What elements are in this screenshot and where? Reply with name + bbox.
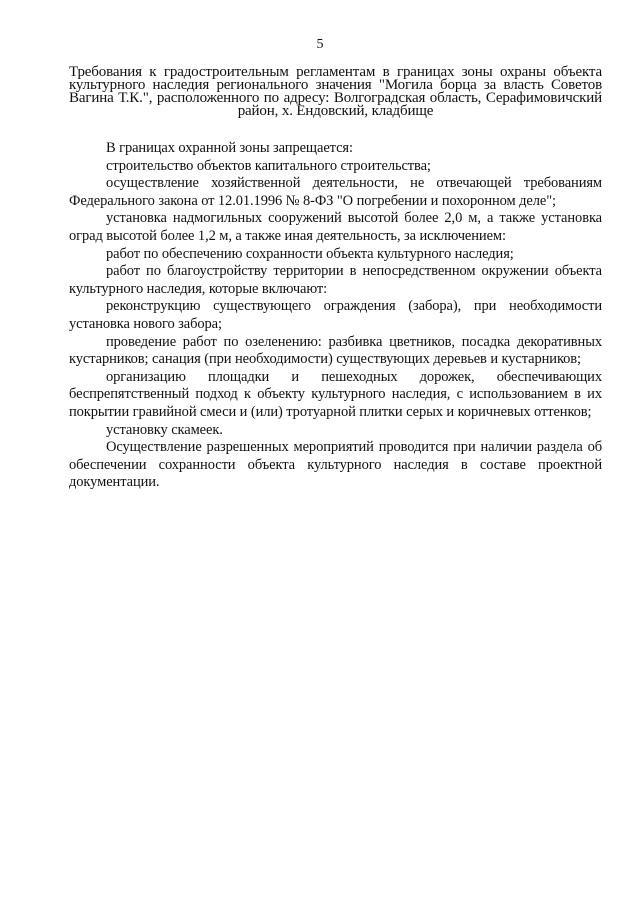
paragraph-fence-reconstruction: реконструкцию существующего ограждения (забора), при необходимости установка нового забора; — [69, 298, 602, 332]
document-heading: Требования к градостроительным регламентам в границах зоны охраны объекта культурного наследия регионального значения "Могила борца за власть Советов Вагина Т.К.", расположенного по адресу: Волгоградская область, Серафимовичский район, х. Ендовский, кладбище — [69, 64, 602, 119]
paragraph-gravestones-fences: установка надмогильных сооружений высотой более 2,0 м, а также установка оград высотой более 1,2 м, а также иная деятельность, за исключением: — [69, 210, 602, 244]
paragraph-prohibitions-intro: В границах охранной зоны запрещается: — [106, 140, 353, 156]
paragraph-benches: установку скамеек. — [106, 421, 223, 438]
paragraph-greening: проведение работ по озеленению: разбивка цветников, посадка декоративных кустарников; санация (при необходимости) существующих деревьев и кустарников; — [69, 333, 602, 368]
page-number: 5 — [316, 37, 324, 52]
paragraph-economic-activity: осуществление хозяйственной деятельности, не отвечающей требованиям Федерального закона от 12.01.1996 № 8-ФЗ "О погребении и похоронном деле"; — [69, 175, 602, 209]
paragraph-permitted-measures: Осуществление разрешенных мероприятий проводится при наличии раздела об обеспечении сохранности объекта культурного наследия в составе проектной документации. — [69, 439, 602, 491]
paragraph-paths: организацию площадки и пешеходных дорожек, обеспечивающих беспрепятственный подход к объекту культурного наследия, с использованием в их покрытии гравийной смеси и (или) тротуарной плитки серых и коричневых оттенков; — [69, 368, 602, 420]
document-body — [69, 140, 602, 492]
paragraph-construction: строительство объектов капитального строительства; — [106, 157, 431, 174]
paragraph-preservation-works: работ по обеспечению сохранности объекта культурного наследия; — [106, 245, 514, 262]
paragraph-landscaping-works: работ по благоустройству территории в непосредственном окружении объекта культурного наследия, которые включают: — [69, 263, 602, 297]
